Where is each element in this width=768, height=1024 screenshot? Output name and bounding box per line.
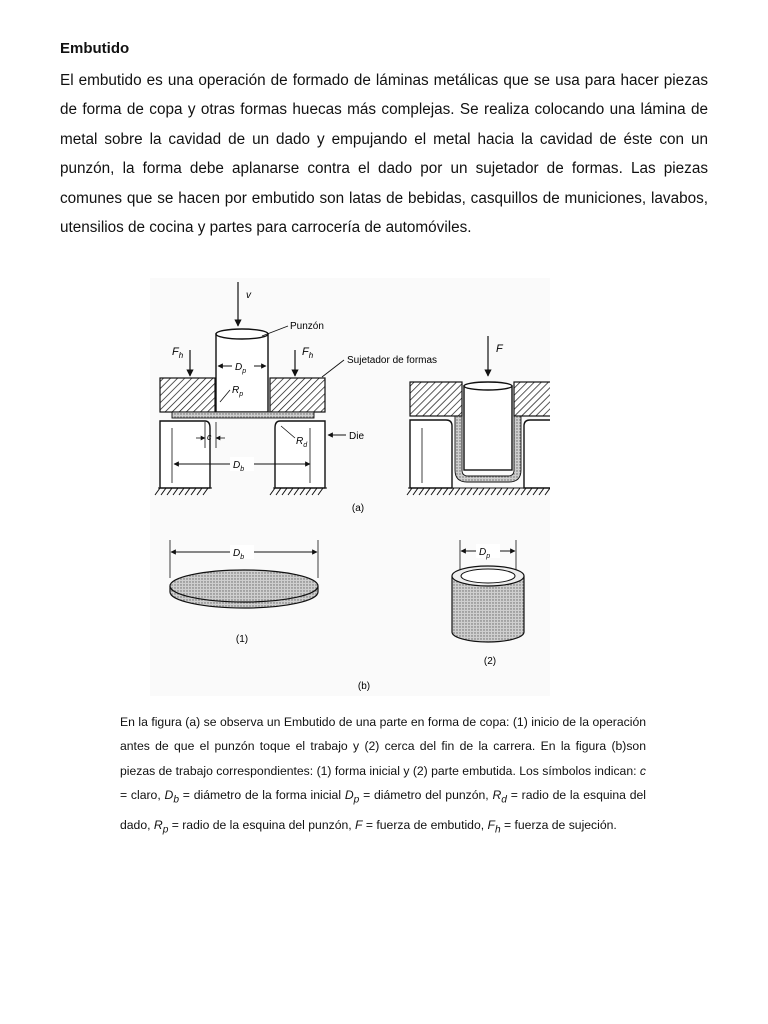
label-fh-right: $F_h$ bbox=[302, 346, 314, 360]
die-left bbox=[160, 421, 210, 488]
label-a: (a) bbox=[351, 503, 365, 514]
label-fh-left: $F_h$ bbox=[172, 346, 184, 360]
label-b: (b) bbox=[357, 681, 371, 692]
section-heading: Embutido bbox=[60, 40, 130, 57]
label-rd: $R_d$ bbox=[296, 436, 308, 449]
label-f: F bbox=[496, 343, 503, 355]
diagram-b2 bbox=[452, 540, 524, 667]
label-sujetador: Sujetador de formas bbox=[347, 355, 438, 366]
label-db-a: $D_b$ bbox=[233, 460, 245, 473]
blank-sheet bbox=[172, 412, 314, 418]
blankholder-right bbox=[270, 378, 325, 412]
label-b1: (1) bbox=[235, 634, 249, 645]
label-dp-b: $D_p$ bbox=[479, 547, 491, 560]
blankholder-left bbox=[160, 378, 215, 412]
label-punzon: Punzón bbox=[290, 321, 324, 332]
label-b2: (2) bbox=[483, 656, 497, 667]
label-c: c bbox=[207, 432, 212, 442]
deep-drawing-figure bbox=[150, 278, 550, 696]
figure-caption: En la figura (a) se observa un Embutido de una parte en forma de copa: (1) inicio de la operación antes de que el punzón toque el trabajo y (2) cerca del fin de la carrera. En la figura (b)son piezas de trabajo correspondientes: (1) forma inicial y (2) parte embutida. Los símbolos indican: c = claro, $D_b$ = diámetro de la forma inicial $D_p$ = diámetro del punzón, $R_d$ = radio de la esquina del dado, $R_p$ = radio de la esquina del punzón, F = fuerza de embutido, $F_h$ = fuerza de sujeción. bbox=[120, 715, 646, 836]
initial-blank bbox=[170, 570, 318, 602]
diagram-a1 bbox=[155, 282, 437, 495]
figure-svg bbox=[150, 278, 550, 696]
label-rp: $R_p$ bbox=[232, 385, 244, 398]
die-right bbox=[275, 421, 325, 488]
body-paragraph: El embutido es una operación de formado de láminas metálicas que se usa para hacer piezas de forma de copa y otras formas huecas más complejas. Se realiza colocando una lámina de metal sobre la cavidad de un dado y empujando el metal hacia la cavidad de éste con un punzón, la forma debe aplanarse contra el dado por un sujetador de formas. Las piezas comunes que se hacen por embutido son latas de bebidas, casquillos de municiones, lavabos, utensilios de cocina y partes para carrocería de automóviles. bbox=[60, 72, 708, 237]
label-v: v bbox=[246, 290, 251, 301]
label-db-b: $D_b$ bbox=[233, 548, 245, 561]
label-dp: $D_p$ bbox=[235, 362, 247, 375]
diagram-b1 bbox=[170, 540, 318, 645]
label-die: Die bbox=[349, 431, 365, 442]
